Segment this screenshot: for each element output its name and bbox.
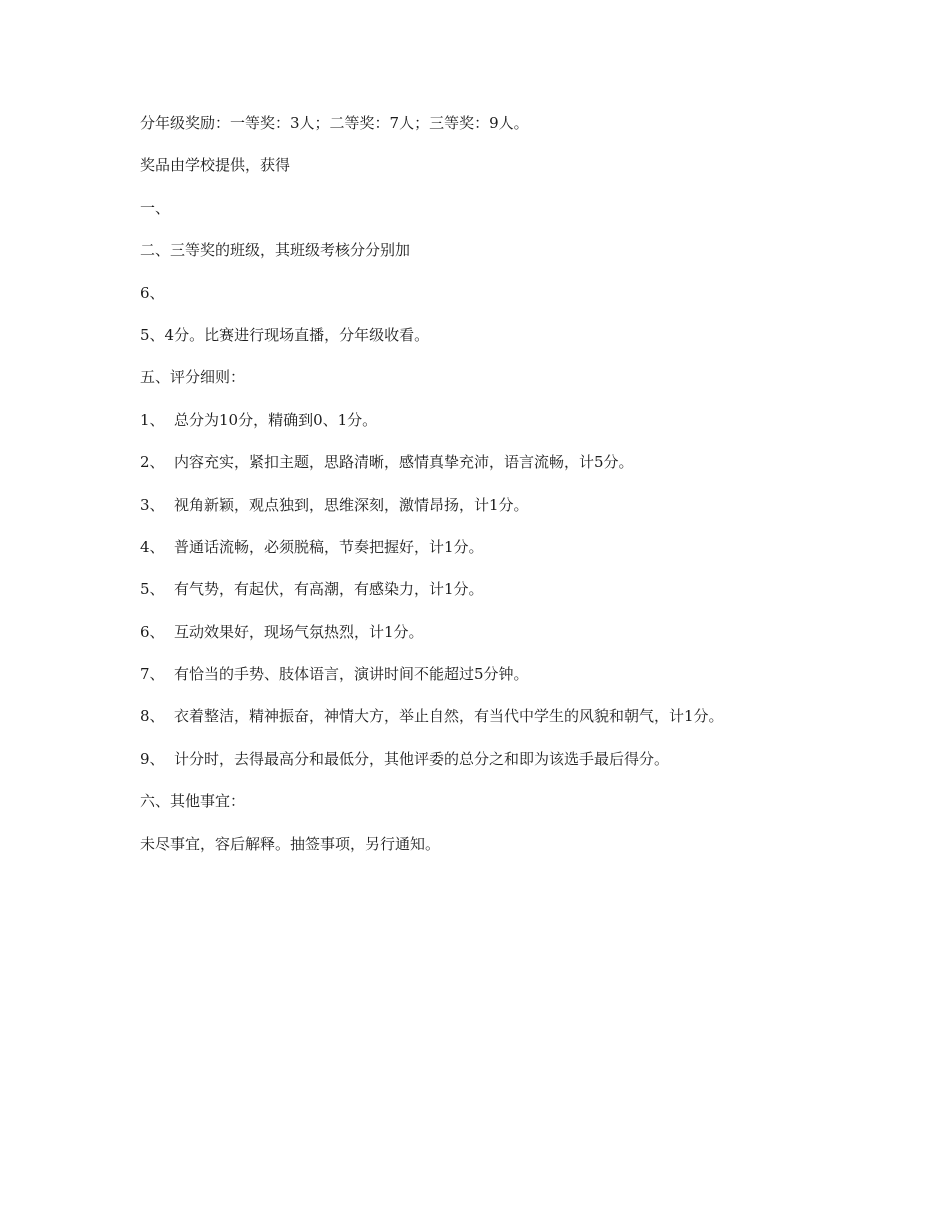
list-number: 7、 — [140, 665, 165, 684]
list-number: 2、 — [140, 453, 165, 472]
scoring-rule-item — [140, 620, 880, 644]
document-body — [140, 111, 880, 874]
list-item-text: 内容充实，紧扣主题，思路清晰，感情真挚充沛，语言流畅，计5分。 — [174, 453, 634, 472]
list-item-text: 有恰当的手势、肢体语言，演讲时间不能超过5分钟。 — [174, 665, 529, 684]
scoring-rule-item — [140, 450, 880, 474]
list-item-text: 衣着整洁，精神振奋，神情大方，举止自然，有当代中学生的风貌和朝气，计1分。 — [174, 707, 724, 726]
list-item-text: 总分为10分，精确到0、1分。 — [174, 410, 378, 429]
scoring-rule-item — [140, 577, 880, 601]
scoring-rule-item — [140, 408, 880, 432]
paragraph-item-six: 6、 — [140, 283, 165, 302]
paragraph-item-one: 一、 — [140, 198, 171, 217]
list-number: 8、 — [140, 707, 165, 726]
paragraph-prize-source: 奖品由学校提供，获得 — [140, 156, 291, 175]
list-item-text: 计分时，去得最高分和最低分，其他评委的总分之和即为该选手最后得分。 — [174, 749, 670, 768]
paragraph-closing: 未尽事宜，容后解释。抽签事项，另行通知。 — [140, 834, 441, 853]
list-item-text: 普通话流畅，必须脱稿，节奏把握好，计1分。 — [174, 537, 484, 556]
list-item-text: 有气势，有起伏，有高潮，有感染力，计1分。 — [174, 580, 484, 599]
list-number: 6、 — [140, 622, 165, 641]
list-number: 4、 — [140, 537, 165, 556]
section-heading-scoring: 五、评分细则： — [140, 368, 246, 387]
paragraph-award-distribution: 分年级奖励：一等奖：3人；二等奖：7人；三等奖：9人。 — [140, 114, 529, 132]
list-number: 1、 — [140, 410, 165, 429]
list-item-text: 视角新颖，观点独到，思维深刻，激情昂扬，计1分。 — [174, 495, 529, 514]
scoring-rule-item — [140, 704, 880, 728]
section-heading-other: 六、其他事宜： — [140, 792, 246, 811]
list-number: 9、 — [140, 749, 165, 768]
paragraph-live-broadcast: 5、4分。比赛进行现场直播，分年级收看。 — [140, 325, 430, 344]
scoring-rule-item — [140, 747, 880, 771]
list-number: 5、 — [140, 580, 165, 599]
list-number: 3、 — [140, 495, 165, 514]
scoring-rule-item — [140, 662, 880, 686]
scoring-rule-item — [140, 535, 880, 559]
scoring-rule-item — [140, 493, 880, 517]
list-item-text: 互动效果好，现场气氛热烈，计1分。 — [174, 622, 424, 641]
paragraph-class-bonus: 二、三等奖的班级，其班级考核分分别加 — [140, 241, 411, 260]
